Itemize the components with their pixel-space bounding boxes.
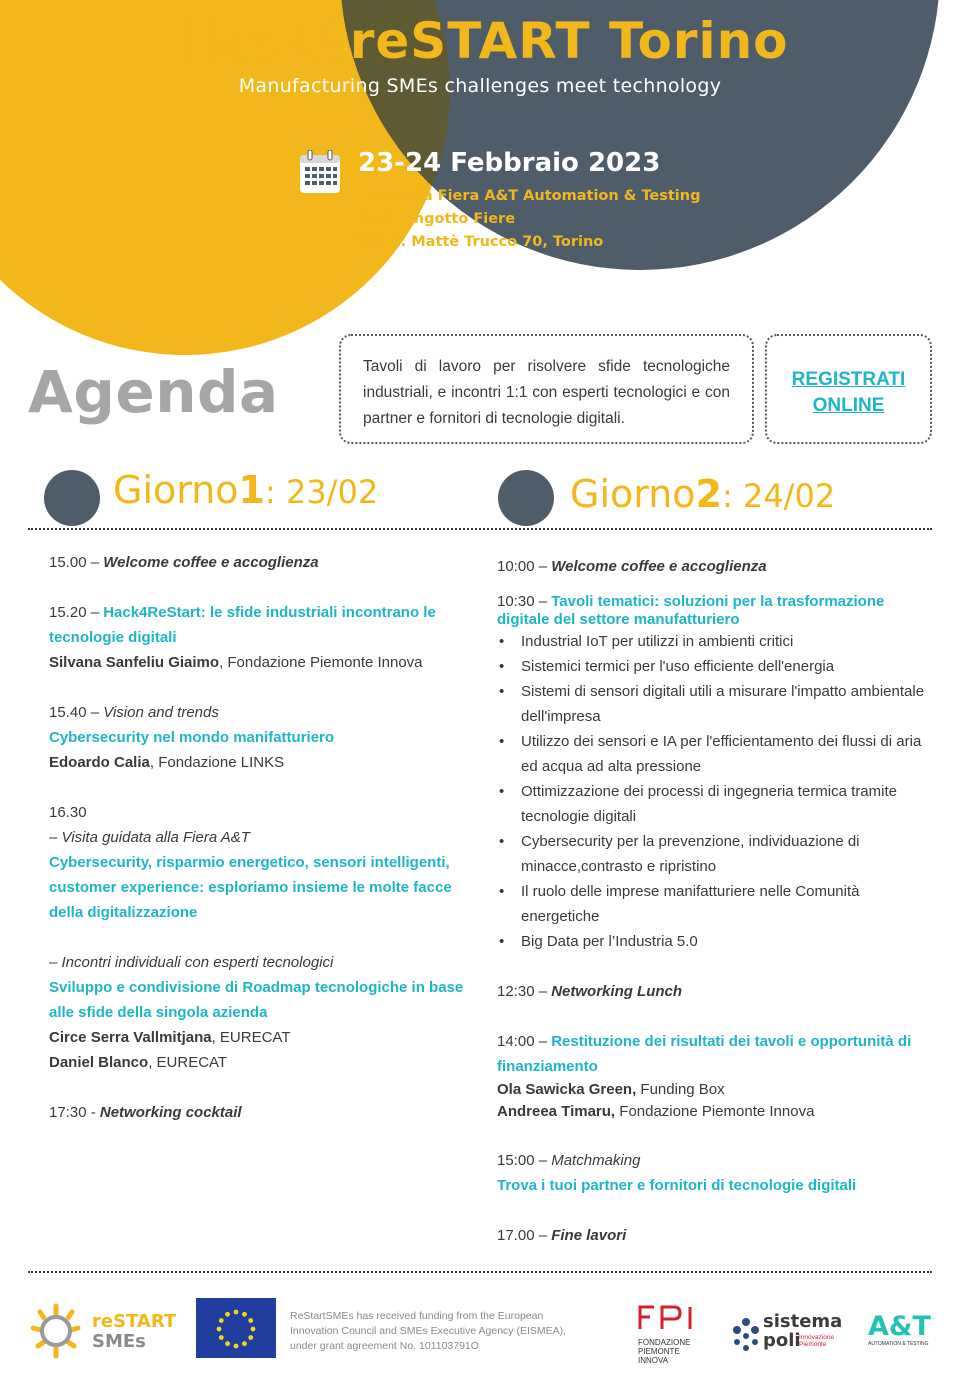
item-time: 14:00 – [497,1033,552,1050]
day2-word: Giorno [570,472,696,516]
fpi-line: PIEMONTE [638,1347,680,1356]
item-time: 15.20 – [49,604,104,621]
event-subtitle: Manufacturing SMEs challenges meet technology [238,75,722,97]
day1-word: Giorno [113,468,239,512]
at-tagline: AUTOMATION & TESTING [868,1341,929,1347]
agenda-item [497,979,927,1004]
item-title: Networking cocktail [99,1104,242,1121]
topic-item: • Industrial IoT per utilizzi in ambienti critici [497,629,927,654]
sistema-poli-logo [731,1312,846,1356]
poli-text: poli [763,1330,801,1351]
speaker-name: Circe Serra Vallmitjana [49,1029,212,1046]
item-title: Hack4ReStart: le sfide industriali incontrano le tecnologie digitali [49,604,436,646]
restart-smes-logo [28,1298,178,1366]
gear-icon [28,1298,88,1366]
item-time: 16.30 [49,804,87,821]
divider-bottom [28,1271,932,1273]
restart-text: reSTART [92,1311,177,1332]
item-title: Cybersecurity nel mondo manifatturiero [49,729,335,746]
item-subtitle: Matchmaking [551,1152,641,1169]
venue-line: Via G. Mattè Trucco 70, Torino [358,234,604,250]
fpi-line: INNOVA [638,1356,669,1365]
item-time: 17:30 - [49,1104,100,1121]
topic-list [497,629,927,954]
agenda-item [49,1100,464,1125]
day2-schedule [497,554,927,1273]
topic-item: • Cybersecurity per la prevenzione, individuazione di minacce,contrasto e ripristino [497,829,927,879]
agenda-title: Agenda [28,358,279,426]
agenda-item [497,554,927,579]
speaker-org: , Fondazione Piemonte Innova [219,654,423,671]
topic-item: • Il ruolo delle imprese manifatturiere nelle Comunità energetiche [497,879,927,929]
event-date: 23-24 Febbraio 2023 [358,148,661,178]
speaker-name: Daniel Blanco [49,1054,149,1071]
topic-item: • Sistemici termici per l'uso efficiente dell'energia [497,654,927,679]
fpi-mark-icon [638,1303,696,1331]
speaker-org: , EURECAT [148,1054,228,1071]
event-title: Hack4reSTART Torino [171,12,789,70]
topic-item: • Ottimizzazione dei processi di ingegneria termica tramite tecnologie digitali [497,779,927,829]
sistema-text: sistema [763,1311,843,1332]
item-subtitle: Vision and trends [103,704,219,721]
item-title: Fine lavori [551,1227,627,1244]
item-title: Sviluppo e condivisione di Roadmap tecnologiche in base alle sfide della singola azienda [49,979,464,1021]
speaker-name: Andreea Timaru, [497,1103,616,1120]
item-title: Networking Lunch [551,983,683,1000]
agenda-item [49,600,464,675]
item-time: 12:30 – [497,983,552,1000]
item-subtitle: – Incontri individuali con esperti tecnologici [49,954,334,971]
day2-heading [570,472,835,516]
day1-schedule [49,550,464,1150]
speaker-org: Funding Box [636,1081,725,1098]
item-time: 10:00 – [497,558,552,575]
item-subtitle: – Visita guidata alla Fiera A&T [49,829,250,846]
poli-tag: Innovazione [799,1334,835,1341]
item-title: Welcome coffee e accoglienza [103,554,319,571]
item-title: Cybersecurity, risparmio energetico, sensori intelligenti, customer experience: esploriamo insieme le molte facce della digitalizzazione [49,854,452,921]
at-text: A&T [868,1311,931,1342]
item-time: 10:30 – [497,593,552,610]
speaker-name: Silvana Sanfeliu Giaimo [49,654,220,671]
venue-block [358,185,700,254]
topic-item: • Utilizzo dei sensori e IA per l'efficientamento dei flussi di aria ed acqua ad alta pressione [497,729,927,779]
register-online-link[interactable] [767,367,930,419]
agenda-item [49,550,464,575]
description-box: Tavoli di lavoro per risolvere sfide tecnologiche industriali, e incontri 1:1 con esperti tecnologici e con partner e fornitori di tecnologie digitali. [339,334,754,444]
topic-item: • Big Data per l’Industria 5.0 [497,929,927,954]
speaker-org: , Fondazione LINKS [149,754,285,771]
agenda-item [49,700,464,775]
smes-text: SMEs [92,1331,146,1352]
agenda-item [49,950,464,1075]
venue-line: Oval Lingotto Fiere [358,211,516,227]
item-time: 15.00 – [49,554,104,571]
register-line-2[interactable]: ONLINE [812,395,885,416]
item-title: Welcome coffee e accoglienza [551,558,767,575]
register-box [765,334,932,444]
eu-flag-icon [196,1298,276,1358]
day2-number: 2 [695,472,722,516]
item-title: Trova i tuoi partner e fornitori di tecnologie digitali [497,1177,857,1194]
speaker-org: , EURECAT [211,1029,291,1046]
agenda-item [497,593,927,954]
speaker-org: Fondazione Piemonte Innova [615,1103,815,1120]
speaker-name: Edoardo Calia [49,754,150,771]
divider-top [28,528,932,530]
day1-date: : 23/02 [265,473,379,511]
dots-mark-icon [731,1316,761,1352]
agenda-item [49,800,464,925]
item-time: 15.40 – [49,704,104,721]
item-time: 17.00 – [497,1227,552,1244]
topic-item: • Sistemi di sensori digitali utili a misurare l'impatto ambientale dell'impresa [497,679,927,729]
fpi-line: FONDAZIONE [638,1338,691,1347]
funding-notice: ReStartSMEs has received funding from the European Innovation Council and SMEs Executive Agency (EISMEA), under grant agreement No. 101103791O [290,1310,567,1352]
item-time: 15:00 – [497,1152,552,1169]
speaker-name: Ola Sawicka Green, [497,1081,637,1098]
day2-date: : 24/02 [722,477,836,515]
register-line-1[interactable]: REGISTRATI [791,369,906,390]
poli-tag: Piemonte [799,1341,827,1348]
agenda-item [497,1029,927,1123]
day2-dot [498,470,554,526]
agenda-item [497,1148,927,1198]
calendar-icon [299,150,341,194]
day1-number: 1 [238,468,265,512]
item-title: Restituzione dei risultati dei tavoli e opportunità di finanziamento [497,1033,912,1075]
agenda-item [497,1223,927,1248]
at-logo [868,1313,938,1353]
day1-dot [44,470,100,526]
day1-heading [113,468,378,512]
venue-line: Presso la Fiera A&T Automation & Testing [358,188,701,204]
item-title: Tavoli tematici: soluzioni per la trasformazione digitale del settore manufatturiero [497,593,885,628]
fpi-logo [638,1303,708,1365]
